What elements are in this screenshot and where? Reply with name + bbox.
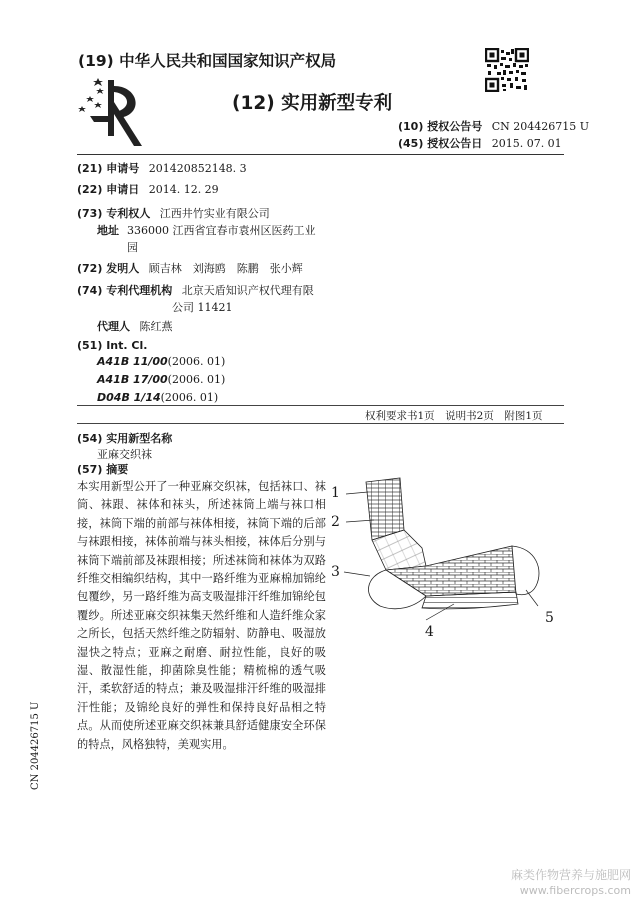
agency-line-2: 公司 11421 (172, 301, 233, 314)
agent-label: 代理人 (97, 320, 130, 333)
figure-label-4: 4 (425, 624, 434, 640)
title-label: (54) 实用新型名称 (77, 432, 173, 445)
ipc-label: (51) Int. Cl. (77, 339, 148, 352)
pages-divider-bottom (77, 423, 564, 424)
filing-date-label: (22) 申请日 (77, 183, 140, 196)
ipc-date: (2006. 01) (167, 373, 226, 386)
qr-code-icon (485, 48, 529, 92)
agency: 北京天盾知识产权代理有限 (181, 284, 314, 297)
ipc-code: A41B 11/00 (97, 355, 168, 368)
side-publication-number: CN 204426715 U (30, 701, 41, 790)
agency-row (77, 282, 314, 298)
watermark-site-name: 麻类作物营养与施肥网 (510, 868, 631, 882)
address-line-2: 园 (127, 241, 138, 254)
publication-date-row (398, 135, 562, 151)
patentee-row (77, 205, 270, 221)
issuing-office: (19) 中华人民共和国国家知识产权局 (78, 52, 337, 70)
ipc-class-2 (97, 373, 225, 386)
ipc-class-1 (97, 355, 225, 368)
address-line-1: 336000 江西省宜春市袁州区医药工业 (127, 224, 316, 237)
figure-label-2: 2 (331, 514, 340, 530)
inventors-label: (72) 发明人 (77, 262, 140, 275)
document-type: (12) 实用新型专利 (232, 93, 393, 114)
patentee: 江西井竹实业有限公司 (159, 207, 270, 220)
agency-label: (74) 专利代理机构 (77, 284, 173, 297)
patentee-label: (73) 专利权人 (77, 207, 151, 220)
application-number-label: (21) 申请号 (77, 162, 140, 175)
header-divider (77, 154, 564, 155)
ipc-code: D04B 1/14 (97, 391, 161, 404)
figure-label-3: 3 (331, 564, 340, 580)
sock-figure (326, 470, 566, 635)
publication-number-row (398, 118, 589, 134)
ipc-date: (2006. 01) (160, 391, 219, 404)
publication-number: CN 204426715 U (491, 120, 589, 133)
ipc-class-3 (97, 391, 218, 404)
publication-date-label: (45) 授权公告日 (398, 137, 483, 150)
abstract-text: 本实用新型公开了一种亚麻交织袜，包括袜口、袜筒、袜跟、袜体和袜头，所述袜筒上端与袜口相接，袜筒下端的前部与袜体相接，袜筒下端的后部与袜跟相接，袜体前端与袜头相接，袜体后分别与袜筒下端前部及袜跟相接；所述袜筒和袜体为双路纤维交相编织结构，其中一路纤维为亚麻棉加锦纶包覆纱，另一路纤维为高支吸湿排汗纤维加锦纶包覆纱。所述亚麻交织袜集天然纤维和人造纤维众家之所长，包括天然纤维之防辐射、防静电、吸湿放湿快之特点；亚麻之耐磨、耐拉性能，良好的吸湿、散湿性能，抑菌除臭性能；精梳棉的透气吸汗，柔软舒适的特点；兼及吸湿排汗纤维的吸湿排汗性能；及锦纶良好的弹性和保持良好品相之特点。从而使所述亚麻交织袜兼具舒适健康安全环保的特点，风格独特，美观实用。 (77, 480, 326, 751)
abstract-label: (57) 摘要 (77, 463, 129, 476)
cnipa-emblem-icon (70, 72, 160, 154)
agent: 陈红燕 (139, 320, 173, 333)
agent-row (97, 318, 173, 334)
address-label: 地址 (97, 224, 119, 237)
application-number: 201420852148. 3 (148, 162, 247, 175)
filing-date-row (77, 181, 219, 197)
publication-number-label: (10) 授权公告号 (398, 120, 483, 133)
page-count-info: 权利要求书1页 说明书2页 附图1页 (365, 410, 543, 422)
watermark-url: www.fibercrops.com (519, 884, 631, 897)
inventors-row (77, 260, 303, 276)
inventors: 顾吉林 刘海鸥 陈鹏 张小辉 (148, 262, 303, 275)
ipc-code: A41B 17/00 (97, 373, 168, 386)
utility-model-title: 亚麻交织袜 (97, 448, 152, 461)
publication-date: 2015. 07. 01 (491, 137, 562, 150)
application-number-row (77, 160, 247, 176)
pages-divider (77, 405, 564, 406)
filing-date: 2014. 12. 29 (148, 183, 219, 196)
figure-label-5: 5 (545, 610, 554, 626)
ipc-date: (2006. 01) (167, 355, 226, 368)
figure-label-1: 1 (331, 485, 340, 501)
